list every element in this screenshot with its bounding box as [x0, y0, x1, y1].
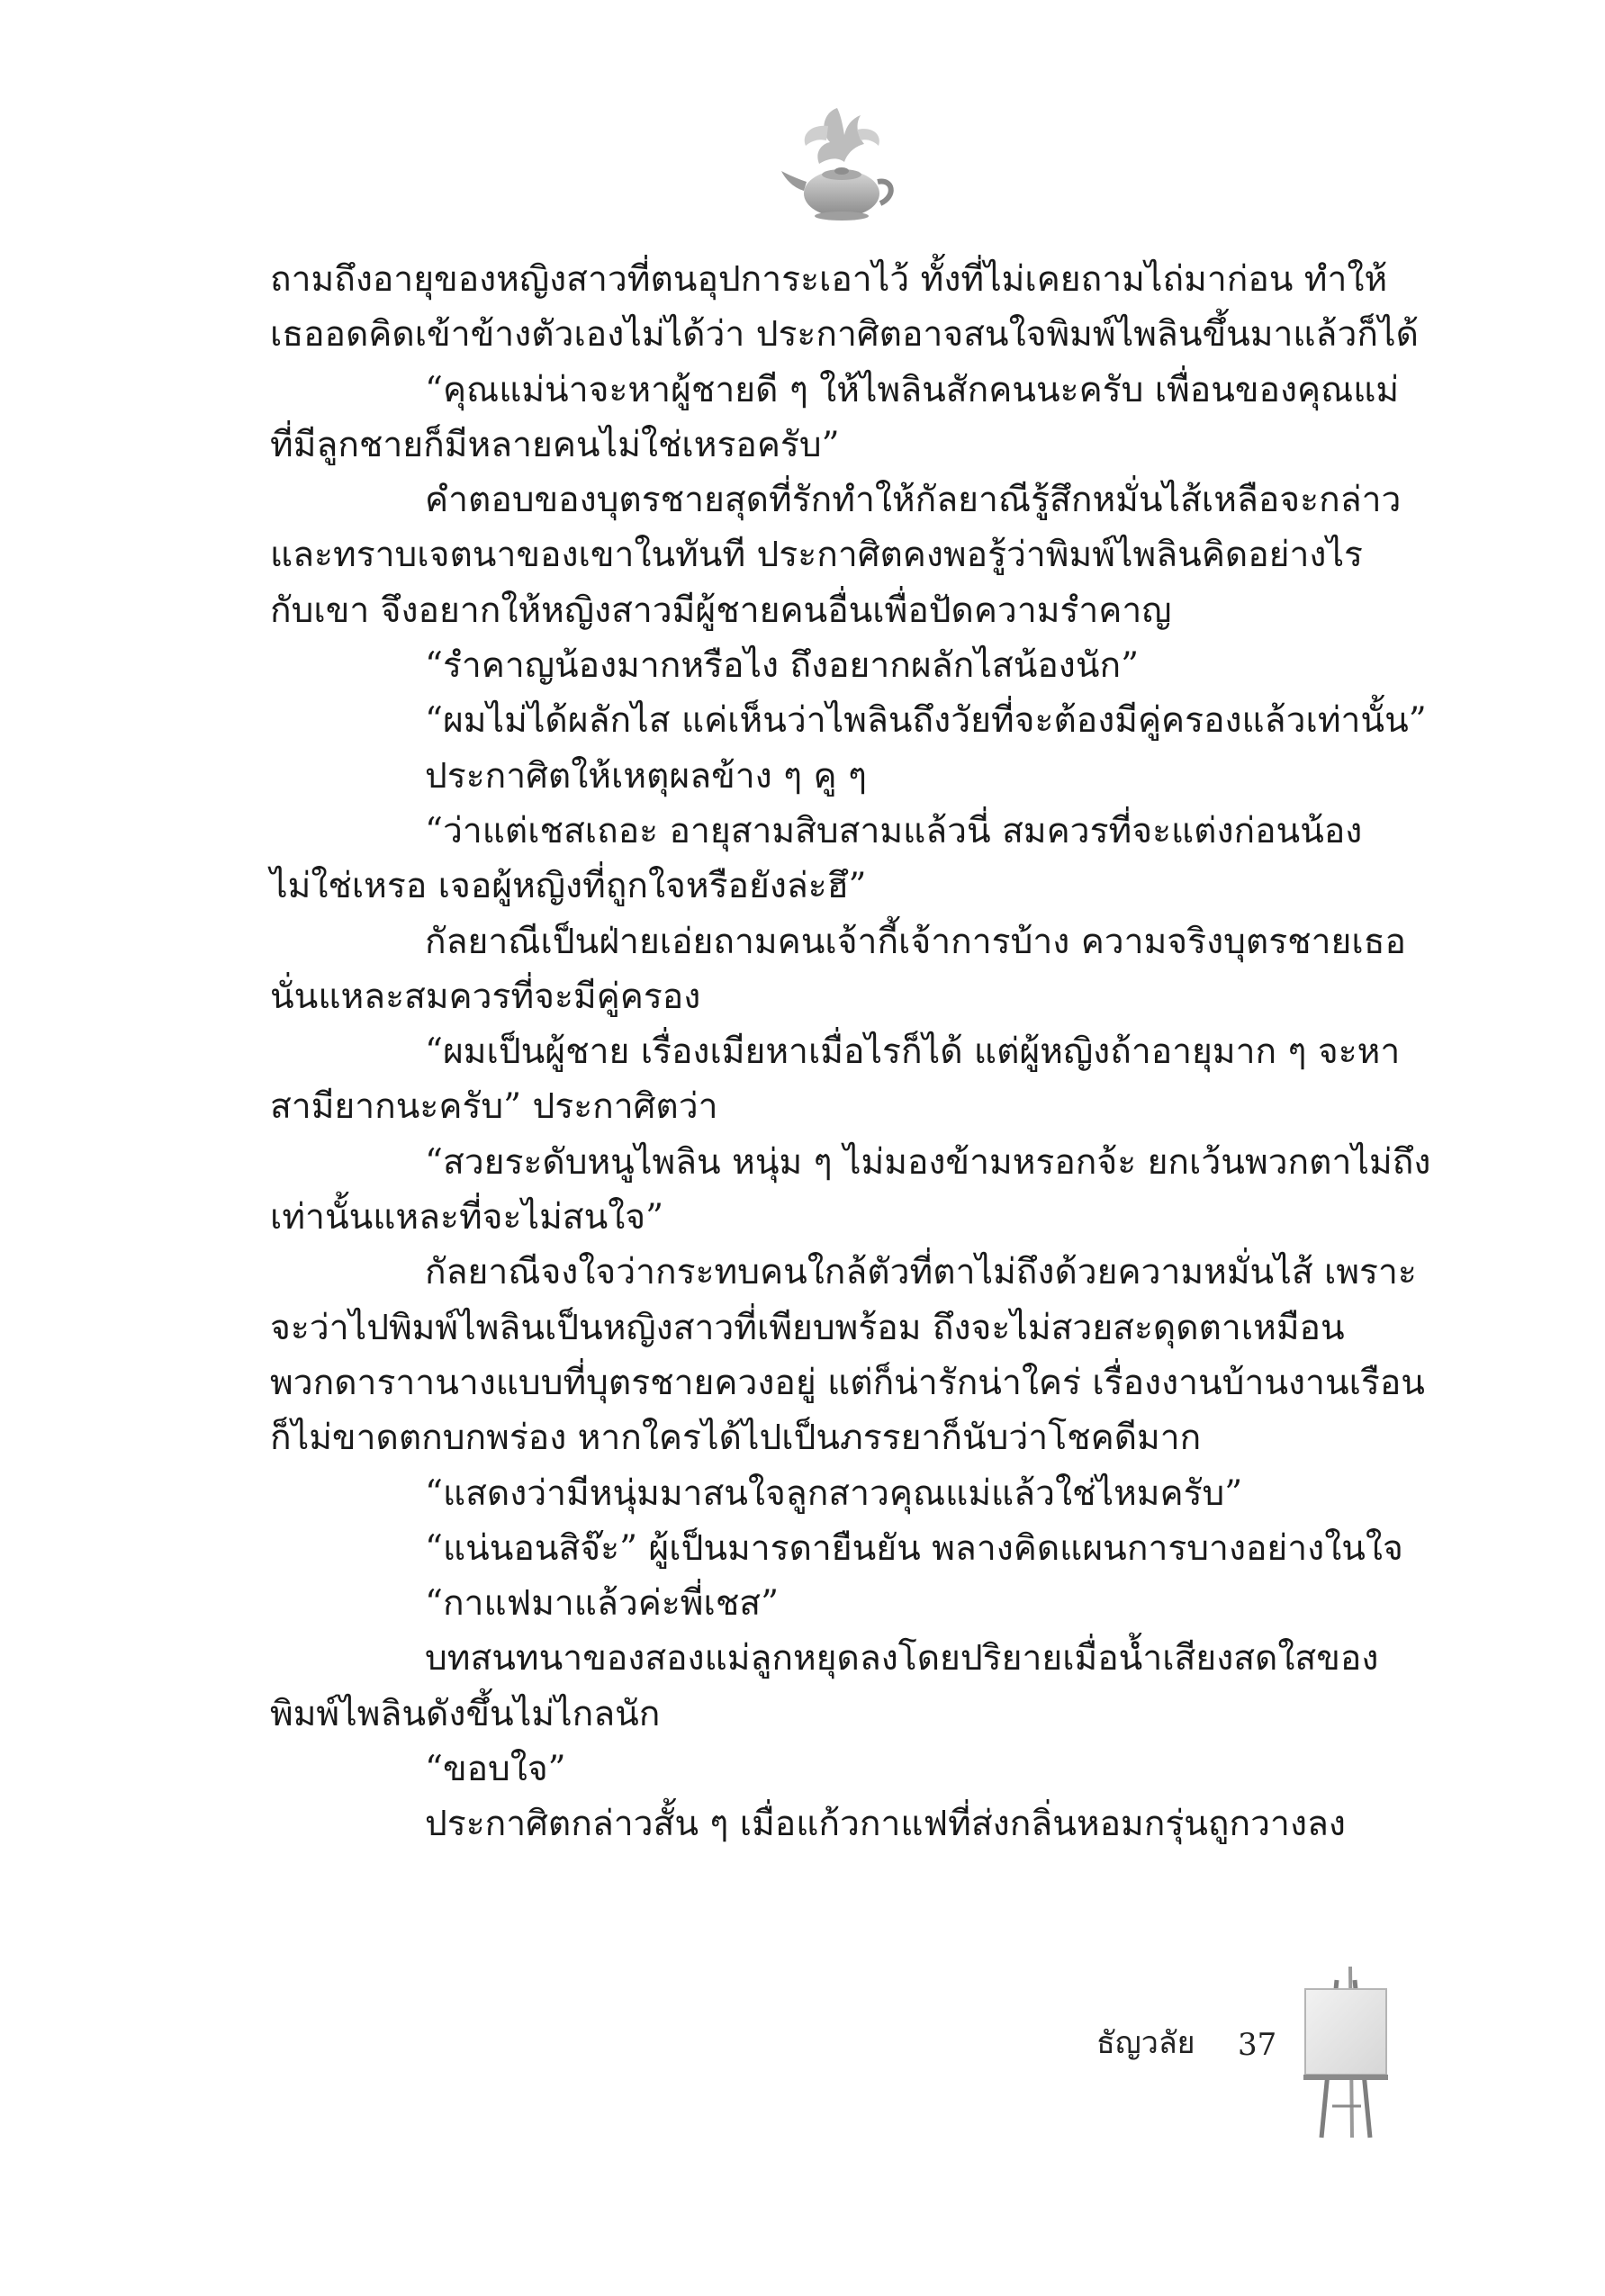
text-line: สามียากนะครับ” ประกาศิตว่า [270, 1086, 718, 1128]
text-line: คำตอบของบุตรชายสุดที่รักทำให้กัลยาณีรู้สึกหมั่นไส้เหลือจะกล่าว [425, 480, 1402, 521]
text-line: “กาแฟมาแล้วค่ะพี่เชส” [425, 1583, 780, 1625]
text-line: กัลยาณีเป็นฝ่ายเอ่ยถามคนเจ้ากี้เจ้าการบ้าง ความจริงบุตรชายเธอ [425, 921, 1406, 962]
text-line: จะว่าไปพิมพ์ไพลินเป็นหญิงสาวที่เพียบพร้อม ถึงจะไม่สวยสะดุดตาเหมือน [270, 1307, 1345, 1348]
easel-icon [1296, 1962, 1395, 2142]
text-line: เธออดคิดเข้าข้างตัวเองไม่ได้ว่า ประกาศิตอาจสนใจพิมพ์ไพลินขึ้นมาแล้วก็ได้ [270, 314, 1419, 356]
text-line: และทราบเจตนาของเขาในทันที ประกาศิตคงพอรู้ว่าพิมพ์ไพลินคิดอย่างไร [270, 535, 1364, 576]
text-line: “ว่าแต่เชสเถอะ อายุสามสิบสามแล้วนี่ สมควรที่จะแต่งก่อนน้อง [425, 810, 1363, 851]
text-line: ก็ไม่ขาดตกบกพร่อง หากใครได้ไปเป็นภรรยาก็นับว่าโชคดีมาก [270, 1418, 1202, 1459]
text-line: “ผมเป็นผู้ชาย เรื่องเมียหาเมื่อไรก็ได้ แต่ผู้หญิงถ้าอายุมาก ๆ จะหา [425, 1031, 1401, 1073]
text-line: ถามถึงอายุของหญิงสาวที่ตนอุปการะเอาไว้ ทั้งที่ไม่เคยถามไถ่มาก่อน ทำให้ [270, 259, 1388, 300]
text-line: “ผมไม่ได้ผลักไส แค่เห็นว่าไพลินถึงวัยที่จะต้องมีคู่ครองแล้วเท่านั้น” [425, 700, 1427, 742]
text-line: พวกดาราานางแบบที่บุตรชายควงอยู่ แต่ก็น่ารักน่าใคร่ เรื่องงานบ้านงานเรือน [270, 1362, 1425, 1403]
text-line: ประกาศิตกล่าวสั้น ๆ เมื่อแก้วกาแฟที่ส่งกลิ่นหอมกรุ่นถูกวางลง [425, 1804, 1346, 1845]
teapot-fairy-ornament-icon [774, 99, 909, 234]
text-line: “คุณแม่น่าจะหาผู้ชายดี ๆ ให้ไพลินสักคนนะครับ เพื่อนของคุณแม่ [425, 369, 1400, 410]
text-line: ไม่ใช่เหรอ เจอผู้หญิงที่ถูกใจหรือยังล่ะฮึ” [270, 866, 867, 907]
page-number: 37 [1238, 2027, 1277, 2063]
text-line: ประกาศิตให้เหตุผลข้าง ๆ คู ๆ [425, 755, 867, 797]
text-line: “แสดงว่ามีหนุ่มมาสนใจลูกสาวคุณแม่แล้วใช่ไหมครับ” [425, 1472, 1243, 1514]
text-line: “สวยระดับหนูไพลิน หนุ่ม ๆ ไม่มองข้ามหรอกจ้ะ ยกเว้นพวกตาไม่ถึง [425, 1141, 1431, 1183]
text-line: “แน่นอนสิจ๊ะ” ผู้เป็นมารดายืนยัน พลางคิดแผนการบางอย่างในใจ [425, 1527, 1403, 1569]
text-line: “ขอบใจ” [425, 1749, 566, 1790]
text-line: กัลยาณีจงใจว่ากระทบคนใกล้ตัวที่ตาไม่ถึงด้วยความหมั่นไส้ เพราะ [425, 1252, 1417, 1293]
text-line: เท่านั้นแหละที่จะไม่สนใจ” [270, 1197, 664, 1238]
footer-author-name: ธัญวลัย [1096, 2025, 1195, 2061]
text-line: ที่มีลูกชายก็มีหลายคนไม่ใช่เหรอครับ” [270, 424, 840, 465]
text-line: “รำคาญน้องมากหรือไง ถึงอยากผลักไสน้องนัก” [425, 645, 1140, 687]
text-line: พิมพ์ไพลินดังขึ้นไม่ไกลนัก [270, 1693, 661, 1734]
story-text [270, 252, 1431, 1852]
text-line: กับเขา จึงอยากให้หญิงสาวมีผู้ชายคนอื่นเพื่อปัดความรำคาญ [270, 590, 1172, 631]
text-line: บทสนทนาของสองแม่ลูกหยุดลงโดยปริยายเมื่อน้ำเสียงสดใสของ [425, 1638, 1379, 1679]
text-line: นั่นแหละสมควรที่จะมีคู่ครอง [270, 976, 701, 1017]
